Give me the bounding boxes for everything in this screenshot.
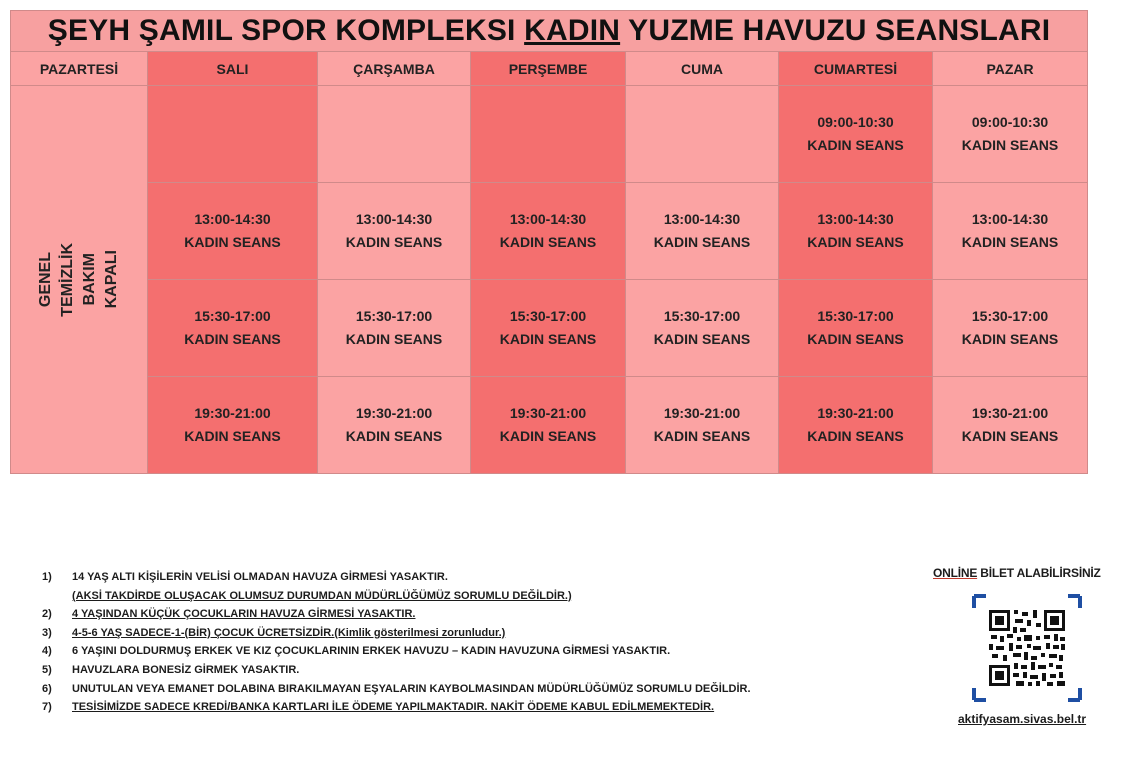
rule-number: 5) <box>42 663 52 676</box>
page-title <box>11 11 1088 52</box>
slot-cumartesi-1 <box>779 86 933 183</box>
day-header-cumartesi: CUMARTESİ <box>779 52 933 86</box>
rule-item <box>42 698 922 717</box>
slot-cuma-2 <box>626 183 779 280</box>
slot-time: 13:00-14:30 <box>355 211 433 227</box>
day-header-carsamba: ÇARŞAMBA <box>318 52 471 86</box>
rule-text: TESİSİMİZDE SADECE KREDİ/BANKA KARTLARI İLE ÖDEME YAPILMAKTADIR. NAKİT ÖDEME KABUL EDİLMEMEKTEDİR. <box>72 701 715 714</box>
slot-label: KADIN SEANS <box>653 331 751 347</box>
rule-text: 4-5-6 YAŞ SADECE-1-(BİR) ÇOCUK ÜCRETSİZDİR.(Kimlik gösterilmesi zorunludur.) <box>72 626 506 639</box>
slot-time: 15:30-17:00 <box>355 308 433 324</box>
slot-persembe-2 <box>471 183 626 280</box>
rule-item <box>42 642 922 661</box>
slot-carsamba-2 <box>318 183 471 280</box>
slot-cuma-1 <box>626 86 779 183</box>
slot-time: 15:30-17:00 <box>509 308 587 324</box>
closed-word-bakim: BAKIM <box>81 253 98 306</box>
slot-time: 19:30-21:00 <box>509 405 587 421</box>
slot-time: 13:00-14:30 <box>194 211 271 227</box>
slot-time: 13:00-14:30 <box>817 211 894 227</box>
rule-text: HAVUZLARA BONESİZ GİRMEK YASAKTIR. <box>72 663 300 676</box>
slot-time: 19:30-21:00 <box>355 405 433 421</box>
slot-label: KADIN SEANS <box>653 428 751 444</box>
rules-list <box>42 568 922 717</box>
closed-word-genel: GENEL <box>37 251 54 308</box>
slot-pazar-3 <box>933 280 1088 377</box>
slot-label: KADIN SEANS <box>807 137 904 153</box>
slot-cuma-3 <box>626 280 779 377</box>
slot-label: KADIN SEANS <box>499 234 597 250</box>
closed-word-kapali: KAPALI <box>103 250 120 309</box>
slot-persembe-3 <box>471 280 626 377</box>
rule-item <box>42 605 922 624</box>
slot-time: 19:30-21:00 <box>817 405 894 421</box>
slot-time: 15:30-17:00 <box>663 308 741 324</box>
slot-pazar-4 <box>933 377 1088 474</box>
closed-word-temizlik: TEMİZLİK <box>59 242 76 317</box>
rule-item <box>42 680 922 699</box>
closed-text-group <box>11 86 147 473</box>
day-header-cuma: CUMA <box>626 52 779 86</box>
rule-text: 4 YAŞINDAN KÜÇÜK ÇOCUKLARIN HAVUZA GİRMESİ YASAKTIR. <box>72 608 416 621</box>
slot-carsamba-3 <box>318 280 471 377</box>
rule-text: 6 YAŞINI DOLDURMUŞ ERKEK VE KIZ ÇOCUKLARININ ERKEK HAVUZU – KADIN HAVUZUNA GİRMESİ YASAKTIR. <box>72 645 671 658</box>
title-part-3: YUZME HAVUZU SEANSLARI <box>620 14 1051 47</box>
slot-sali-4 <box>148 377 318 474</box>
slot-time: 15:30-17:00 <box>817 308 894 324</box>
rule-number: 7) <box>42 701 52 714</box>
rule-number: 4) <box>42 645 52 658</box>
online-rest: BİLET ALABİLİRSİNİZ <box>977 566 1101 580</box>
rule-text: 14 YAŞ ALTI KİŞİLERİN VELİSİ OLMADAN HAVUZA GİRMESİ YASAKTIR. <box>72 571 448 583</box>
slot-time: 19:30-21:00 <box>194 405 271 421</box>
slot-label: KADIN SEANS <box>961 331 1059 347</box>
slot-time: 15:30-17:00 <box>971 308 1049 324</box>
slot-label: KADIN SEANS <box>807 234 904 250</box>
slot-sali-3 <box>148 280 318 377</box>
slot-sali-2 <box>148 183 318 280</box>
slot-label: KADIN SEANS <box>499 428 597 444</box>
rule-number: 1) <box>42 571 52 583</box>
schedule-table <box>10 10 1088 474</box>
slot-label: KADIN SEANS <box>184 428 281 444</box>
online-word: ONLİNE <box>933 566 978 580</box>
slot-label: KADIN SEANS <box>807 428 904 444</box>
slot-time: 09:00-10:30 <box>817 114 894 130</box>
slot-label: KADIN SEANS <box>184 331 281 347</box>
title-part-2: KADIN <box>524 14 621 47</box>
rule-text: UNUTULAN VEYA EMANET DOLABINA BIRAKILMAYAN EŞYALARIN KAYBOLMASINDAN MÜDÜRLÜĞÜMÜZ SORUMLU DEĞİLDİR. <box>72 682 751 695</box>
slot-time: 15:30-17:00 <box>194 308 271 324</box>
slot-label: KADIN SEANS <box>807 331 904 347</box>
slot-time: 19:30-21:00 <box>971 405 1049 421</box>
slot-label: KADIN SEANS <box>345 234 443 250</box>
qr-code[interactable] <box>972 594 1082 702</box>
website-link[interactable]: aktifyasam.sivas.bel.tr <box>958 712 1087 726</box>
slot-time: 13:00-14:30 <box>971 211 1049 227</box>
slot-label: KADIN SEANS <box>961 234 1059 250</box>
rule-item <box>42 661 922 680</box>
slot-cumartesi-4 <box>779 377 933 474</box>
day-header-pazar: PAZAR <box>933 52 1088 86</box>
rule-item <box>42 568 922 587</box>
slot-persembe-1 <box>471 86 626 183</box>
slot-cumartesi-2 <box>779 183 933 280</box>
rule-text: (AKSİ TAKDİRDE OLUŞACAK OLUMSUZ DURUMDAN MÜDÜRLÜĞÜMÜZ SORUMLU DEĞİLDİR.) <box>72 589 572 602</box>
day-header-pazartesi: PAZARTESİ <box>11 52 148 86</box>
qr-code-icon <box>972 594 1082 702</box>
slot-cumartesi-3 <box>779 280 933 377</box>
day-header-persembe: PERŞEMBE <box>471 52 626 86</box>
rule-number: 2) <box>42 608 52 621</box>
online-ticket-label <box>933 566 1133 580</box>
slot-label: KADIN SEANS <box>961 137 1059 153</box>
slot-pazar-1 <box>933 86 1088 183</box>
closed-cell-pazartesi <box>11 86 148 474</box>
rule-number: 6) <box>42 682 52 695</box>
rule-item <box>42 587 922 606</box>
slot-cuma-4 <box>626 377 779 474</box>
slot-carsamba-1 <box>318 86 471 183</box>
slot-label: KADIN SEANS <box>345 331 443 347</box>
rule-number <box>42 587 72 606</box>
title-part-1: ŞEYH ŞAMIL SPOR KOMPLEKSI <box>47 14 525 47</box>
slot-time: 13:00-14:30 <box>509 211 587 227</box>
slot-time: 09:00-10:30 <box>971 114 1049 130</box>
day-header-sali: SALI <box>148 52 318 86</box>
slot-time: 19:30-21:00 <box>663 405 741 421</box>
slot-time: 13:00-14:30 <box>663 211 741 227</box>
slot-sali-1 <box>148 86 318 183</box>
slot-label: KADIN SEANS <box>499 331 597 347</box>
slot-label: KADIN SEANS <box>961 428 1059 444</box>
slot-pazar-2 <box>933 183 1088 280</box>
rule-item <box>42 624 922 643</box>
slot-persembe-4 <box>471 377 626 474</box>
slot-carsamba-4 <box>318 377 471 474</box>
slot-label: KADIN SEANS <box>184 234 281 250</box>
rule-number: 3) <box>42 626 52 639</box>
slot-label: KADIN SEANS <box>653 234 751 250</box>
slot-label: KADIN SEANS <box>345 428 443 444</box>
